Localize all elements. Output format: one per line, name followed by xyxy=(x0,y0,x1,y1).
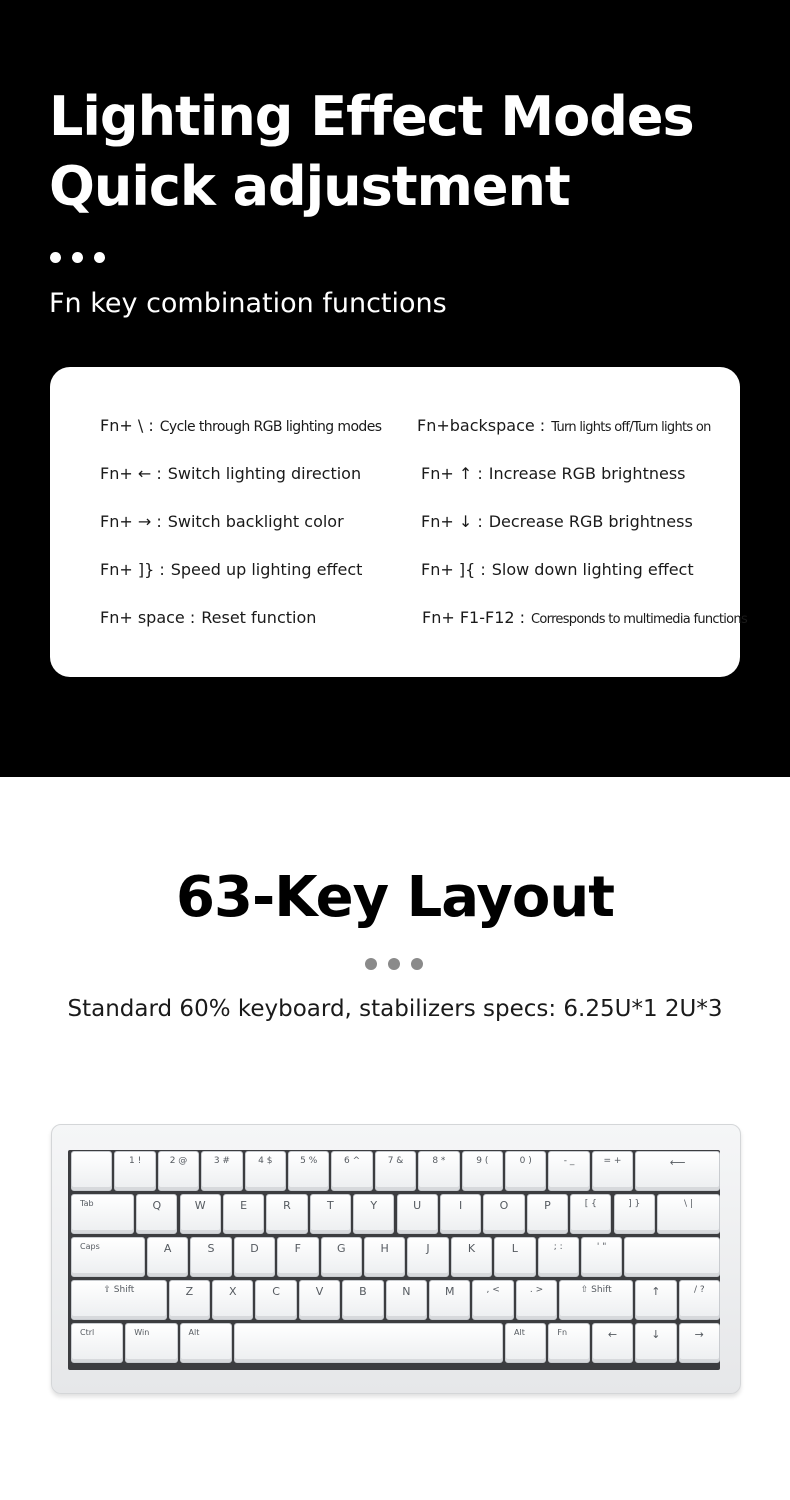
combo-desc: Speed up lighting effect xyxy=(170,560,363,579)
keycap xyxy=(234,1323,503,1363)
keycap-legend: H xyxy=(380,1242,389,1255)
dots-decoration xyxy=(365,958,423,970)
combo-row xyxy=(50,411,740,441)
combo-item xyxy=(421,555,694,585)
keycap-legend: 8 * xyxy=(432,1156,446,1166)
keycap-legend: Q xyxy=(152,1199,162,1212)
combo-key: Fn+ ]{ : xyxy=(421,560,486,579)
keycap-legend: R xyxy=(283,1199,291,1212)
keycap-legend: K xyxy=(467,1242,476,1255)
keycap-legend: Alt xyxy=(188,1328,200,1337)
keycap xyxy=(147,1237,188,1277)
combo-item xyxy=(421,459,686,489)
keycap-legend: W xyxy=(194,1199,206,1212)
keycap xyxy=(679,1323,720,1363)
combo-key: Fn+ ↓ : xyxy=(421,512,483,531)
keycap-legend: U xyxy=(413,1199,422,1212)
keycap xyxy=(234,1237,275,1277)
keycap-legend: N xyxy=(402,1285,411,1298)
keycap xyxy=(635,1151,720,1191)
combo-desc: Switch lighting direction xyxy=(167,464,362,483)
combo-key: Fn+ \ : xyxy=(100,416,154,435)
keycap xyxy=(440,1194,481,1234)
keycap-legend: E xyxy=(240,1199,248,1212)
combo-desc: Decrease RGB brightness xyxy=(488,512,693,531)
combo-item xyxy=(100,507,344,537)
combo-key: Fn+ space : xyxy=(100,608,196,627)
keycap xyxy=(505,1323,546,1363)
keycap-legend: Fn xyxy=(557,1328,568,1337)
keycap-legend: O xyxy=(499,1199,509,1212)
keycap-legend: = + xyxy=(603,1156,622,1166)
keycap-legend: → xyxy=(694,1328,704,1341)
keycap-legend: \ | xyxy=(683,1199,693,1209)
keycap-legend: Ctrl xyxy=(80,1328,95,1337)
keycap xyxy=(483,1194,524,1234)
combo-key: Fn+ → : xyxy=(100,512,162,531)
combo-desc: Slow down lighting effect xyxy=(491,560,694,579)
keycap-legend: D xyxy=(250,1242,259,1255)
keycap xyxy=(136,1194,177,1234)
keycap xyxy=(407,1237,448,1277)
keycap-legend: Caps xyxy=(80,1242,100,1251)
keycap xyxy=(277,1237,318,1277)
keycap-legend: ; : xyxy=(553,1242,563,1252)
keycap xyxy=(386,1280,427,1320)
keycap-legend: - _ xyxy=(563,1156,575,1166)
keycap-legend: T xyxy=(327,1199,334,1212)
combo-row xyxy=(50,603,748,633)
keycap xyxy=(505,1151,546,1191)
keycap-legend: I xyxy=(458,1199,463,1212)
combo-key: Fn+ ↑ : xyxy=(421,464,483,483)
keycap-legend: X xyxy=(228,1285,237,1298)
keycap xyxy=(321,1237,362,1277)
keycap-legend: Tab xyxy=(80,1199,94,1208)
keycap-legend: F xyxy=(294,1242,301,1255)
keycap xyxy=(266,1194,307,1234)
combo-desc: Corresponds to multimedia functions xyxy=(531,612,748,627)
keycap xyxy=(570,1194,611,1234)
combo-desc: Turn lights off/Turn lights on xyxy=(551,420,711,435)
keycap xyxy=(418,1151,459,1191)
keycap xyxy=(364,1237,405,1277)
keycap xyxy=(581,1237,622,1277)
keycap xyxy=(614,1194,655,1234)
dots-decoration xyxy=(50,252,105,263)
combo-item xyxy=(422,603,747,635)
combo-row xyxy=(50,555,740,585)
keycap-legend: A xyxy=(163,1242,172,1255)
keycap xyxy=(71,1280,167,1320)
keycap xyxy=(462,1151,503,1191)
keycap xyxy=(158,1151,199,1191)
keycap xyxy=(114,1151,155,1191)
keycap xyxy=(494,1237,535,1277)
keycap-legend: C xyxy=(272,1285,280,1298)
keycap-legend: 1 ! xyxy=(128,1156,142,1166)
keycap-legend: ↓ xyxy=(651,1328,661,1341)
combo-desc: Reset function xyxy=(201,608,317,627)
keycap xyxy=(288,1151,329,1191)
layout-title: 63-Key Layout xyxy=(176,865,614,930)
combo-desc: Switch backlight color xyxy=(167,512,344,531)
keycap-legend: B xyxy=(359,1285,367,1298)
keycap xyxy=(657,1194,720,1234)
keycap-legend: ← xyxy=(607,1328,618,1341)
keycap xyxy=(71,1237,145,1277)
keycap xyxy=(548,1323,589,1363)
keycap xyxy=(353,1194,394,1234)
keycap xyxy=(624,1237,720,1277)
keycap xyxy=(342,1280,383,1320)
keycap-legend: [ { xyxy=(584,1199,597,1209)
keycap xyxy=(592,1323,633,1363)
keycap-legend: M xyxy=(444,1285,455,1298)
hero-title-line2: Quick adjustment xyxy=(49,155,570,218)
combo-item xyxy=(421,507,693,537)
keycap-legend: V xyxy=(315,1285,324,1298)
combo-key: Fn+ ← : xyxy=(100,464,162,483)
combo-key: Fn+ F1-F12 : xyxy=(422,608,526,627)
layout-subtitle: Standard 60% keyboard, stabilizers specs: 6.25U*1 2U*3 xyxy=(67,996,723,1022)
keycap xyxy=(169,1280,210,1320)
keycap-legend: S xyxy=(207,1242,215,1255)
hero-title xyxy=(49,82,694,222)
keycap-legend: 2 @ xyxy=(169,1156,188,1166)
keycap-legend: G xyxy=(336,1242,346,1255)
keycap xyxy=(429,1280,470,1320)
keycap xyxy=(516,1280,557,1320)
keycap-legend: , < xyxy=(486,1285,500,1295)
keycap-legend: ] } xyxy=(628,1199,641,1209)
keycap-legend: ⟵ xyxy=(669,1156,686,1169)
keycap xyxy=(190,1237,231,1277)
keycap-legend: Y xyxy=(370,1199,378,1212)
keycap-legend: 6 ^ xyxy=(344,1156,361,1166)
keycap xyxy=(548,1151,589,1191)
keycap-legend: 9 ( xyxy=(476,1156,489,1166)
combo-item xyxy=(100,411,381,442)
keycap xyxy=(125,1323,177,1363)
combo-row xyxy=(50,507,740,537)
keycap-legend: P xyxy=(544,1199,551,1212)
keycap xyxy=(299,1280,340,1320)
keycap-legend: Z xyxy=(185,1285,194,1298)
keycap xyxy=(255,1280,296,1320)
combo-item xyxy=(100,603,316,633)
keycap xyxy=(71,1151,112,1191)
keycap xyxy=(527,1194,568,1234)
keycap xyxy=(180,1323,232,1363)
keycap xyxy=(397,1194,438,1234)
keycap-legend: ' " xyxy=(596,1242,607,1252)
keycap-legend: / ? xyxy=(693,1285,705,1295)
keycap-legend: J xyxy=(426,1242,430,1255)
combo-desc: Increase RGB brightness xyxy=(488,464,686,483)
keycap xyxy=(180,1194,221,1234)
keycap-legend: 5 % xyxy=(300,1156,318,1166)
combo-key: Fn+ ]} : xyxy=(100,560,165,579)
keycap-legend: 3 # xyxy=(213,1156,230,1166)
keycap xyxy=(223,1194,264,1234)
keycap-legend: 4 $ xyxy=(258,1156,273,1166)
keycap xyxy=(538,1237,579,1277)
keycap xyxy=(212,1280,253,1320)
keycap-legend: 7 & xyxy=(387,1156,404,1166)
keycap xyxy=(245,1151,286,1191)
keycap-legend: 0 ) xyxy=(519,1156,532,1166)
keycap-legend: ↑ xyxy=(651,1285,661,1298)
combo-key: Fn+backspace : xyxy=(417,416,546,435)
keycap xyxy=(310,1194,351,1234)
keycap xyxy=(201,1151,242,1191)
keycap xyxy=(635,1280,676,1320)
keycap-legend: Win xyxy=(134,1328,150,1337)
keycap xyxy=(592,1151,633,1191)
keycap xyxy=(559,1280,633,1320)
keycap xyxy=(635,1323,676,1363)
keycap-legend: . > xyxy=(529,1285,544,1295)
keycap-legend: Alt xyxy=(514,1328,525,1337)
keycap xyxy=(679,1280,720,1320)
keycap-legend: ⇧ Shift xyxy=(103,1285,135,1295)
keycap xyxy=(71,1194,134,1234)
keycap xyxy=(375,1151,416,1191)
combo-row xyxy=(50,459,740,489)
keycap-legend: ⇧ Shift xyxy=(580,1285,612,1295)
combo-desc: Cycle through RGB lighting modes xyxy=(159,419,382,435)
keycap xyxy=(451,1237,492,1277)
hero-title-line1: Lighting Effect Modes xyxy=(49,85,694,148)
combo-item xyxy=(100,459,361,489)
keycap-legend: L xyxy=(511,1242,518,1255)
combo-item xyxy=(417,411,711,443)
keycap xyxy=(71,1323,123,1363)
keycap xyxy=(331,1151,372,1191)
combo-item xyxy=(100,555,362,585)
keycap xyxy=(472,1280,513,1320)
hero-subtitle: Fn key combination functions xyxy=(49,288,447,319)
